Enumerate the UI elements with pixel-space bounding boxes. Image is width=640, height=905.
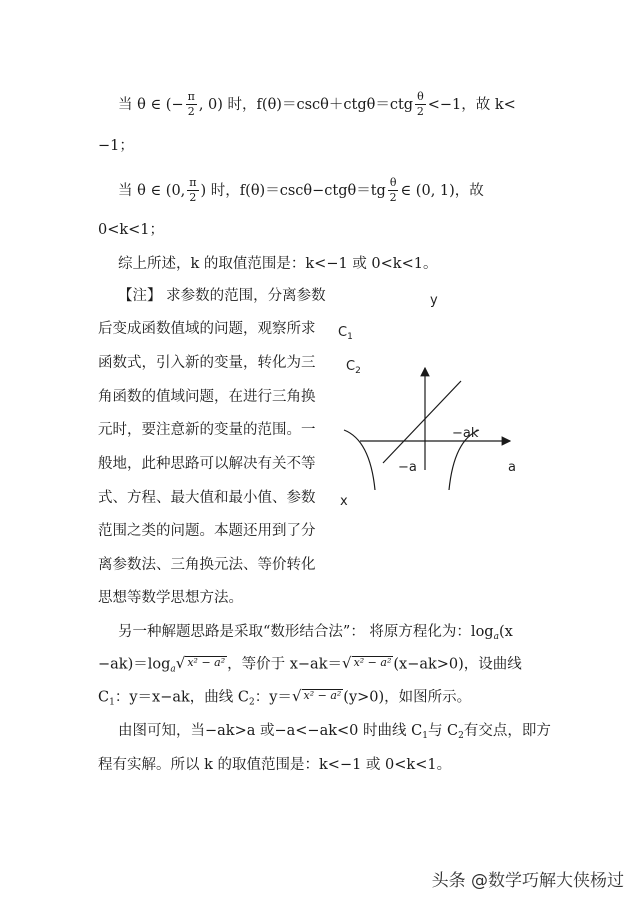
note-line-1: 【注】 求参数的范围，分离参数 <box>118 288 326 304</box>
text-line-5: 综上所述，k 的取值范围是：k<−1 或 0<k<1。 <box>118 256 438 272</box>
note-line-3: 函数式，引入新的变量，转化为三 <box>98 355 316 371</box>
text-line-7: $-ak)=\log_a$ √ x² − a² ，等价于 x−ak＝ √ x² − a² (x−ak>0)，设曲线 <box>98 654 522 675</box>
graph-label-a: a <box>508 460 516 475</box>
text-line-3: 当 θ ∈ (0, $\frac{\pi}{2}$ ) 时，f(θ)＝cscθ−ctgθ＝tg $\frac{\theta}{2}$ ∈ (0, 1)，故 <box>118 176 484 204</box>
fraction-pi-over-2: $\frac{\pi}{2}$ <box>189 176 197 204</box>
fraction-pi-over-2: $\frac{\pi}{2}$ <box>187 90 195 118</box>
note-line-2: 后变成函数值域的问题，观察所求 <box>98 321 316 337</box>
text-line-8: $C_1$：y＝x−ak，曲线 $C_2$：y＝ √ x² − a² (y>0)，如图所示。 <box>98 687 472 708</box>
text-line-1: 当 θ ∈ (− $\frac{\pi}{2}$ , 0) 时，f(θ)＝cscθ＋ctgθ＝ctg $\frac{\theta}{2}$ <−1，故 k< <box>118 90 516 118</box>
note-line-10: 思想等数学思想方法。 <box>98 590 243 606</box>
graph-label-x: x <box>340 494 348 509</box>
note-line-7: 式、方程、最大值和最小值、参数 <box>98 490 316 506</box>
curve-c1-line <box>383 381 461 463</box>
note-line-4: 角函数的值域问题，在进行三角换 <box>98 389 316 405</box>
fraction-theta-over-2: $\frac{\theta}{2}$ <box>389 176 397 204</box>
text-line-6: 另一种解题思路是采取“数形结合法”： 将原方程化为：$\log_a(x$ <box>118 624 513 642</box>
text-line-4: 0<k<1； <box>98 222 165 238</box>
graph-label-neg-ak: −ak <box>452 426 479 441</box>
fraction-theta-over-2: $\frac{\theta}{2}$ <box>416 90 424 118</box>
graph-label-c2: $C_2$ <box>346 359 361 376</box>
curve-c2-left-branch <box>344 430 375 490</box>
sqrt-expression: √ x² − a² <box>175 654 226 672</box>
sqrt-expression: √ x² − a² <box>291 687 342 705</box>
text-line-10: 程有实解。所以 k 的取值范围是：k<−1 或 0<k<1。 <box>98 757 452 773</box>
text-line-2: −1； <box>98 138 134 154</box>
text-line-9: 由图可知，当−ak>a 或−a<−ak<0 时曲线 $C_1$与 $C_2$有交点，即方 <box>118 723 551 741</box>
graph-label-neg-a: −a <box>398 460 417 475</box>
watermark: 头条 @数学巧解大侠杨过 <box>431 871 624 891</box>
graph-label-y: y <box>430 293 438 308</box>
sqrt-expression: √ x² − a² <box>342 654 392 672</box>
note-line-6: 般地，此种思路可以解决有关不等 <box>98 456 316 472</box>
note-line-5: 元时，要注意新的变量的范围。一 <box>98 422 316 438</box>
note-line-9: 离参数法、三角换元法、等价转化 <box>98 557 316 573</box>
graph-label-c1: $C_1$ <box>338 325 353 342</box>
note-line-8: 范围之类的问题。本题还用到了分 <box>98 523 316 539</box>
